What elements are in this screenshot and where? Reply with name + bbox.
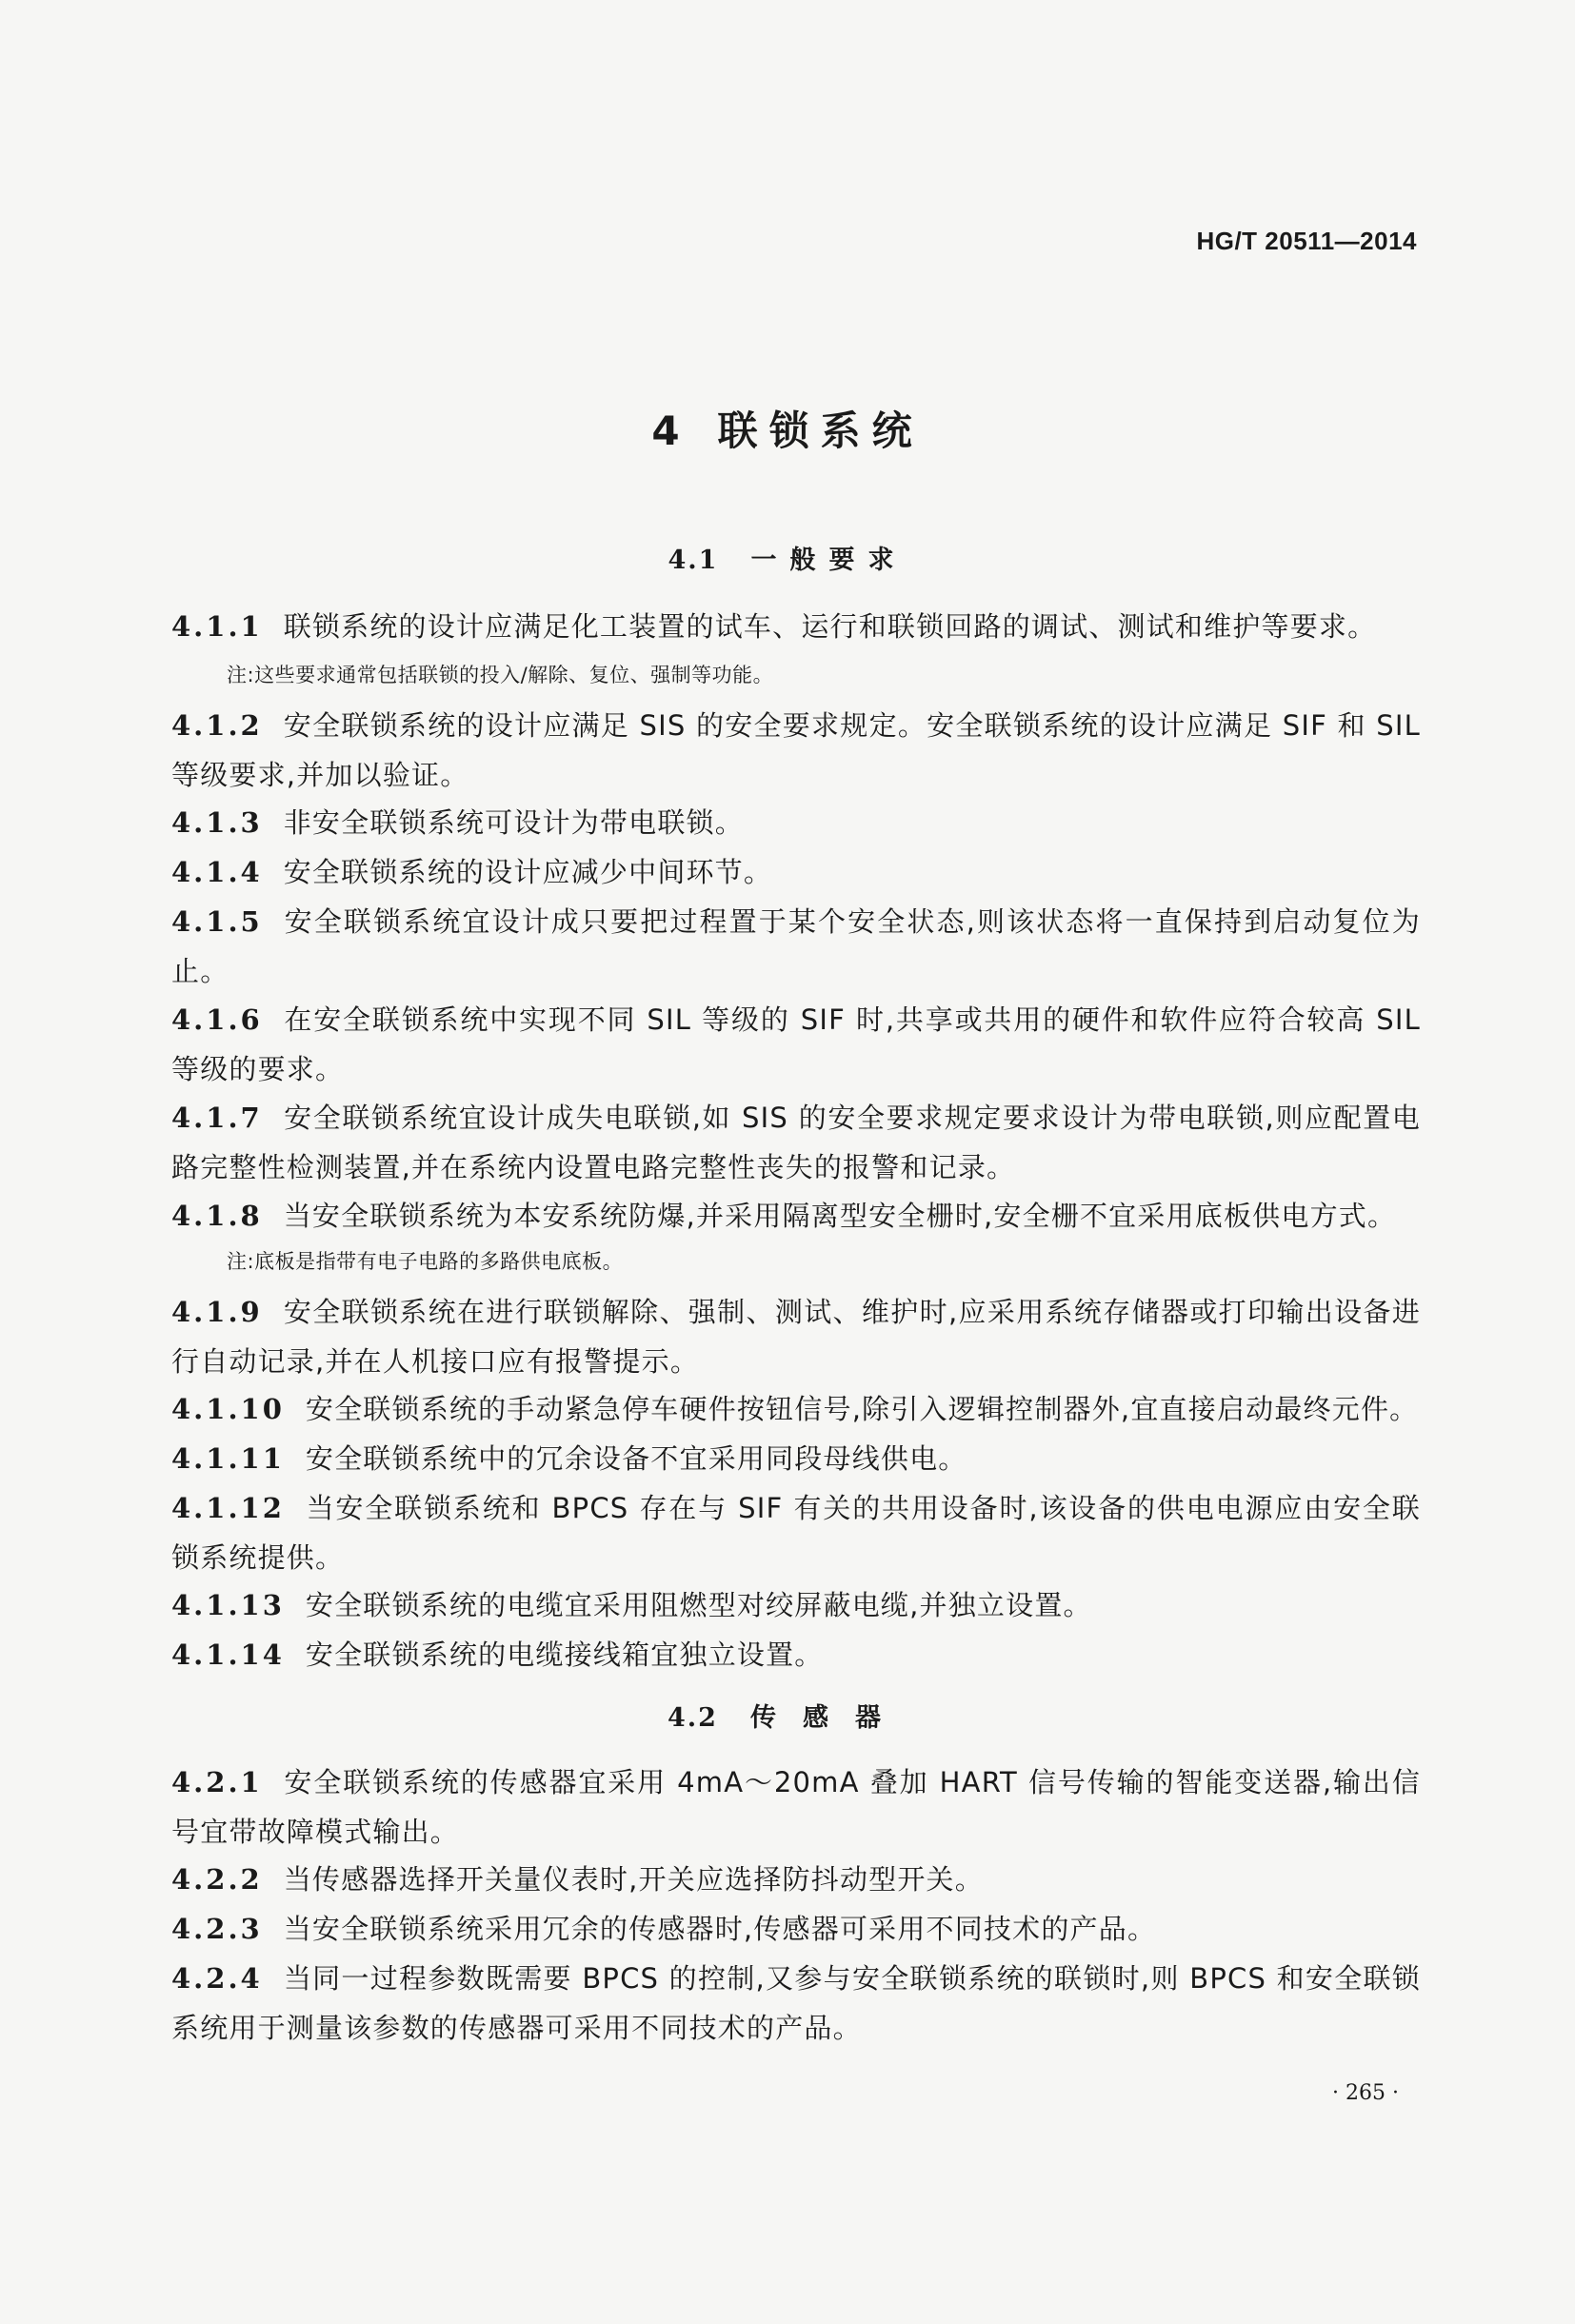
clause-text: 联锁系统的设计应满足化工装置的试车、运行和联锁回路的调试、测试和维护等要求。 [283, 610, 1377, 643]
clause-number: 4.1.14 [171, 1639, 285, 1671]
section-title: 一般要求 [750, 546, 907, 575]
section-heading-4-1 [0, 539, 1575, 576]
clause-4-2-4 [171, 1954, 1421, 2053]
clause-4-2-3 [171, 1904, 1421, 1954]
page-number: · 265 · [1332, 2081, 1399, 2105]
clause-number: 4.2.3 [171, 1913, 263, 1945]
clause-text: 在安全联锁系统中实现不同 SIL 等级的 SIF 时,共享或共用的硬件和软件应符合较高 SIL 等级的要求。 [171, 1003, 1421, 1085]
clause-text: 安全联锁系统的电缆接线箱宜独立设置。 [305, 1639, 824, 1671]
section-title: 传感器 [749, 1703, 907, 1733]
chapter-title: 联锁系统 [717, 407, 924, 454]
clause-4-1-10 [171, 1384, 1421, 1434]
clause-number: 4.2.4 [171, 1962, 263, 1995]
clause-4-1-9 [171, 1287, 1421, 1386]
clause-number: 4.1.12 [171, 1492, 285, 1524]
note-4-1-8: 注:底板是指带有电子电路的多路供电底板。 [227, 1250, 624, 1273]
clause-number: 4.1.6 [171, 1003, 263, 1036]
clause-text: 当安全联锁系统为本安系统防爆,并采用隔离型安全栅时,安全栅不宜采用底板供电方式。 [283, 1200, 1397, 1232]
clause-4-2-2 [171, 1855, 1421, 1904]
clause-4-1-12 [171, 1483, 1421, 1582]
clause-4-2-1 [171, 1758, 1421, 1857]
clause-number: 4.2.1 [171, 1766, 263, 1798]
clause-text: 当传感器选择开关量仪表时,开关应选择防抖动型开关。 [283, 1863, 984, 1896]
chapter-number: 4 [651, 407, 691, 454]
clause-text: 安全联锁系统的传感器宜采用 4mA～20mA 叠加 HART 信号传输的智能变送器,输出信号宜带故障模式输出。 [171, 1766, 1421, 1848]
note-4-1-1: 注:这些要求通常包括联锁的投入/解除、复位、强制等功能。 [227, 664, 774, 686]
clause-number: 4.1.8 [171, 1200, 263, 1232]
clause-text: 安全联锁系统中的冗余设备不宜采用同段母线供电。 [305, 1442, 967, 1475]
clause-4-1-2 [171, 701, 1421, 800]
clause-number: 4.1.1 [171, 610, 263, 643]
clause-4-1-3 [171, 798, 1421, 847]
clause-text: 当同一过程参数既需要 BPCS 的控制,又参与安全联锁系统的联锁时,则 BPCS 和安全联锁系统用于测量该参数的传感器可采用不同技术的产品。 [171, 1962, 1421, 2044]
section-heading-4-2 [0, 1697, 1575, 1734]
clause-text: 安全联锁系统宜设计成只要把过程置于某个安全状态,则该状态将一直保持到启动复位为止。 [171, 905, 1421, 987]
clause-text: 安全联锁系统的设计应满足 SIS 的安全要求规定。安全联锁系统的设计应满足 SIF 和 SIL 等级要求,并加以验证。 [171, 709, 1421, 791]
clause-number: 4.1.2 [171, 709, 263, 742]
clause-number: 4.2.2 [171, 1863, 263, 1896]
clause-4-1-4 [171, 847, 1421, 897]
clause-number: 4.1.7 [171, 1102, 263, 1134]
clause-text: 安全联锁系统在进行联锁解除、强制、测试、维护时,应采用系统存储器或打印输出设备进行自动记录,并在人机接口应有报警提示。 [171, 1296, 1421, 1378]
standard-code: HG/T 20511—2014 [1196, 227, 1417, 255]
clause-4-1-7 [171, 1093, 1421, 1192]
clause-text: 当安全联锁系统和 BPCS 存在与 SIF 有关的共用设备时,该设备的供电电源应由安全联锁系统提供。 [171, 1492, 1421, 1574]
clause-number: 4.1.10 [171, 1393, 285, 1425]
clause-number: 4.1.11 [171, 1442, 285, 1475]
clause-4-1-1 [171, 602, 1421, 651]
clause-number: 4.1.3 [171, 806, 263, 839]
section-number: 4.2 [668, 1703, 718, 1733]
clause-number: 4.1.9 [171, 1296, 263, 1328]
clause-4-1-11 [171, 1434, 1421, 1483]
clause-4-1-14 [171, 1630, 1421, 1679]
clause-text: 安全联锁系统的设计应减少中间环节。 [283, 856, 773, 888]
section-number: 4.1 [668, 546, 719, 575]
clause-number: 4.1.13 [171, 1589, 285, 1621]
clause-text: 安全联锁系统的手动紧急停车硬件按钮信号,除引入逻辑控制器外,宜直接启动最终元件。 [305, 1393, 1419, 1425]
clause-text: 非安全联锁系统可设计为带电联锁。 [283, 806, 744, 839]
clause-4-1-13 [171, 1580, 1421, 1630]
clause-4-1-8 [171, 1191, 1421, 1241]
clause-4-1-6 [171, 995, 1421, 1094]
clause-text: 当安全联锁系统采用冗余的传感器时,传感器可采用不同技术的产品。 [283, 1913, 1157, 1945]
clause-number: 4.1.5 [171, 905, 263, 938]
clause-number: 4.1.4 [171, 856, 263, 888]
chapter-heading [0, 400, 1575, 457]
clause-text: 安全联锁系统的电缆宜采用阻燃型对绞屏蔽电缆,并独立设置。 [305, 1589, 1092, 1621]
clause-text: 安全联锁系统宜设计成失电联锁,如 SIS 的安全要求规定要求设计为带电联锁,则应配置电路完整性检测装置,并在系统内设置电路完整性丧失的报警和记录。 [171, 1102, 1421, 1183]
clause-4-1-5 [171, 897, 1421, 996]
